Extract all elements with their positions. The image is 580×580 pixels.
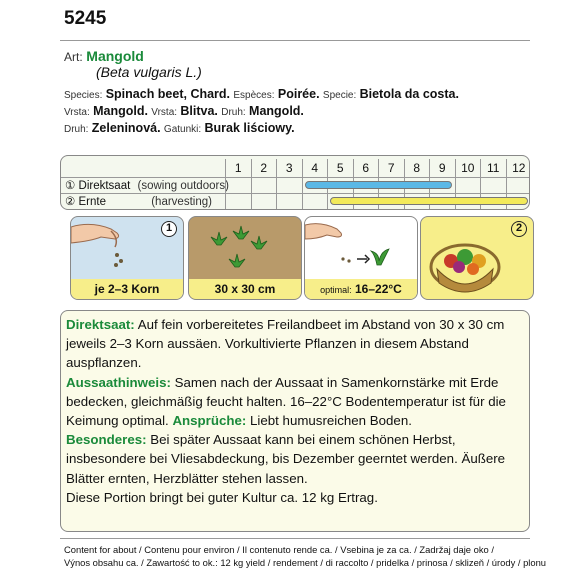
latin-name: (Beta vulgaris L.) (96, 64, 202, 80)
species-line-2 (64, 104, 304, 118)
row-subtitle: (harvesting) (151, 196, 212, 208)
section-text: Bei später Aussaat kann bei einem schönen Herbst, insbesondere bei Vliesabdeckung, bis Dezember geerntet werden. Äußere Blätter ernten, Herzblätter stehen lassen. (66, 432, 506, 486)
section-heading: Besonderes: (66, 432, 147, 448)
product-number: 5245 (64, 8, 107, 29)
seedlings-icon (189, 217, 302, 281)
pictogram-caption (305, 279, 417, 299)
sowing-calendar (60, 155, 530, 210)
instructions-box (60, 310, 530, 532)
calendar-cell (506, 177, 531, 193)
pictogram-temperature (304, 216, 418, 300)
paragraph-yield: Diese Portion bringt bei guter Kultur ca. 12 kg Ertrag. (66, 489, 378, 505)
calendar-cell (251, 177, 277, 193)
month-cell-5: 5 (327, 159, 353, 177)
pictogram-spacing (188, 216, 302, 300)
section-text: Samen nach der Aussaat in Samenkornstärke mit Erde bedecken, gleichmäßig feucht halten. 16–22°C Bodentemperatur ist für die Keimung optimal. (66, 374, 506, 429)
row-number: ② (65, 196, 76, 208)
calendar-row-direktsaat (61, 177, 530, 193)
art-line (64, 48, 144, 64)
calendar-row-ernte (61, 193, 530, 209)
divider (60, 40, 530, 41)
calendar-cell (455, 177, 481, 193)
species-key: Vrsta: (64, 107, 90, 118)
species-key: Gatunki: (163, 124, 202, 135)
pictogram-harvest (420, 216, 534, 300)
calendar-cell (225, 193, 251, 209)
species-value: Poirée. (277, 87, 320, 101)
species-value: Zeleninová. (91, 121, 161, 135)
species-key: Vrsta: (151, 107, 178, 118)
month-cell-12: 12 (506, 159, 531, 177)
month-cell-3: 3 (276, 159, 302, 177)
calendar-cell (276, 193, 302, 209)
footer-line-1: Content for about / Contenu pour environ / Il contenuto rende ca. / Vsebina je za ca. / Zadržaj daje oko / (64, 544, 494, 555)
calendar-row-label (65, 178, 229, 192)
species-value: Mangold. (93, 104, 148, 118)
divider (60, 538, 530, 539)
paragraph-aussaathinweis (66, 373, 524, 431)
section-heading: Direktsaat: (66, 317, 135, 332)
species-key: Druh: (64, 124, 89, 135)
section-heading: Aussaathinweis: (66, 374, 171, 390)
species-line-1 (64, 87, 459, 101)
paragraph-besonderes (66, 430, 524, 488)
paragraph-direktsaat (66, 315, 524, 373)
caption-prefix: optimal: (320, 285, 352, 295)
step-number-badge: 1 (161, 221, 177, 237)
month-cell-11: 11 (480, 159, 506, 177)
section-text: Auf fein vorbereitetes Freilandbeet im Abstand von 30 x 30 cm jeweils 2–3 Korn aussäen. Vorkultivierte Pflanzen in diesem Abstand auspflanzen. (66, 317, 505, 371)
caption-value: 16–22°C (355, 282, 402, 296)
row-title: Direktsaat (78, 180, 131, 192)
species-key: Druh: (221, 107, 246, 118)
calendar-cell (276, 177, 302, 193)
species-line-3 (64, 121, 295, 135)
section-text: Liebt humusreichen Boden. (246, 413, 412, 429)
calendar-cell (302, 193, 328, 209)
row-subtitle: (sowing outdoors) (137, 180, 229, 192)
period-bar (330, 197, 528, 205)
calendar-row-label (65, 194, 212, 208)
row-title: Ernte (78, 196, 107, 208)
species-value: Mangold. (249, 104, 304, 118)
month-cell-1: 1 (225, 159, 251, 177)
footer-line-2: Výnos obsahu ca. / Zawartość to ok.: 12 kg yield / rendement / di raccolto / pridelka / prinosa / sklizeň / úrody / plonu (64, 557, 547, 568)
calendar-cell (251, 193, 277, 209)
pictogram-sowing (70, 216, 184, 300)
species-key: Espèces: (233, 90, 275, 101)
calendar-month-header (61, 159, 530, 177)
species-key: Species: (64, 90, 103, 101)
pictogram-caption: 30 x 30 cm (189, 279, 301, 299)
germination-icon (305, 217, 418, 281)
species-value: Blitva. (180, 104, 218, 118)
row-number: ① (65, 180, 76, 192)
month-cell-8: 8 (404, 159, 430, 177)
species-value: Spinach beet, Chard. (105, 87, 231, 101)
calendar-cell (480, 177, 506, 193)
month-cell-4: 4 (302, 159, 328, 177)
month-cell-2: 2 (251, 159, 277, 177)
month-cell-9: 9 (429, 159, 455, 177)
calendar-cell (225, 177, 251, 193)
species-value: Burak liściowy. (204, 121, 295, 135)
month-cell-6: 6 (353, 159, 379, 177)
pictogram-caption: je 2–3 Korn (71, 279, 183, 299)
step-number-badge: 2 (511, 221, 527, 237)
section-heading: Ansprüche: (172, 413, 247, 429)
month-cell-10: 10 (455, 159, 481, 177)
species-value: Bietola da costa. (359, 87, 459, 101)
art-label: Art: (64, 50, 83, 64)
period-bar (305, 181, 452, 189)
month-cell-7: 7 (378, 159, 404, 177)
variety-title: Mangold (86, 48, 144, 64)
species-key: Specie: (322, 90, 357, 101)
